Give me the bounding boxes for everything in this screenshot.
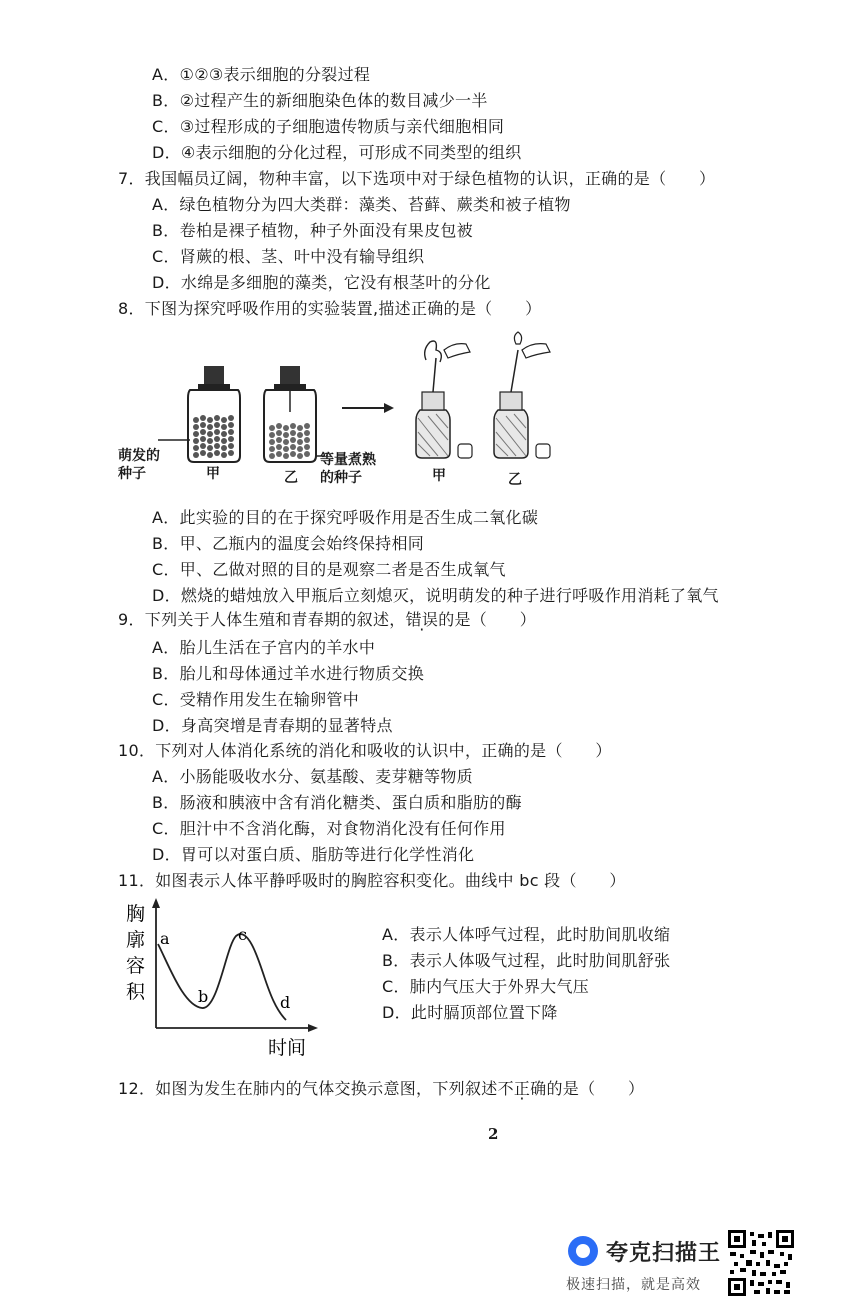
q9-emphasis: 错误 bbox=[405, 610, 439, 629]
brand-slogan: 极速扫描，就是高效 bbox=[566, 1277, 701, 1293]
q7-option-c: C．肾蕨的根、茎、叶中没有输导组织 bbox=[152, 247, 425, 266]
label-yi-left: 乙 bbox=[284, 470, 298, 486]
label-jia-left: 甲 bbox=[206, 466, 220, 482]
q11-option-d: D．此时膈顶部位置下降 bbox=[382, 1003, 558, 1022]
q10-stem: 10．下列对人体消化系统的消化和吸收的认识中，正确的是（ ） bbox=[118, 741, 612, 760]
q12-stem: 12．如图为发生在肺内的气体交换示意图，下列叙述不正确的是（ ） bbox=[118, 1079, 645, 1098]
q11-option-a: A．表示人体呼气过程，此时肋间肌收缩 bbox=[382, 925, 671, 944]
point-d-label: d bbox=[280, 993, 291, 1012]
jar-jia-candle-test-icon bbox=[416, 341, 472, 458]
q10-option-c: C．胆汁中不含消化酶，对食物消化没有任何作用 bbox=[152, 819, 506, 838]
q8-option-c: C．甲、乙做对照的目的是观察二者是否生成氧气 bbox=[152, 560, 506, 579]
quark-logo-icon bbox=[568, 1236, 598, 1266]
q6-option-d: D．④表示细胞的分化过程，可形成不同类型的组织 bbox=[152, 143, 522, 162]
jar-yi-candle-test-icon bbox=[494, 332, 550, 458]
jar-yi-boiled-icon bbox=[264, 366, 324, 462]
q9-option-d: D．身高突增是青春期的显著特点 bbox=[152, 716, 393, 735]
label-jia-right: 甲 bbox=[432, 468, 446, 484]
q6-option-c: C．③过程形成的子细胞遗传物质与亲代细胞相同 bbox=[152, 117, 505, 136]
y-axis-arrow bbox=[152, 898, 160, 908]
ylabel-char-3: 容 bbox=[126, 955, 146, 977]
q11-option-b: B．表示人体吸气过程，此时肋间肌舒张 bbox=[382, 951, 671, 970]
q11-stem: 11．如图表示人体平静呼吸时的胸腔容积变化。曲线中 bc 段（ ） bbox=[118, 871, 626, 890]
q7-option-d: D．水绵是多细胞的藻类，它没有根茎叶的分化 bbox=[152, 273, 491, 292]
label-sprouted-seeds-2: 种子 bbox=[118, 466, 146, 482]
label-yi-right: 乙 bbox=[508, 472, 522, 488]
q10-option-a: A．小肠能吸收水分、氨基酸、麦芽糖等物质 bbox=[152, 767, 473, 786]
q10-option-b: B．肠液和胰液中含有消化糖类、蛋白质和脂肪的酶 bbox=[152, 793, 522, 812]
xlabel: 时间 bbox=[268, 1037, 307, 1059]
q6-option-b: B．②过程产生的新细胞染色体的数目减少一半 bbox=[152, 91, 488, 110]
ylabel-char-2: 廓 bbox=[126, 929, 146, 951]
label-boiled-seeds-2: 的种子 bbox=[320, 470, 362, 486]
page-number: 2 bbox=[488, 1125, 499, 1143]
brand-name: 夸克扫描王 bbox=[606, 1241, 722, 1266]
q7-option-a: A．绿色植物分为四大类群：藻类、苔藓、蕨类和被子植物 bbox=[152, 195, 571, 214]
label-boiled-seeds-1: 等量煮熟 bbox=[320, 452, 376, 468]
q7-stem: 7．我国幅员辽阔，物种丰富，以下选项中对于绿色植物的认识，正确的是（ ） bbox=[118, 169, 716, 188]
q10-option-d: D．胃可以对蛋白质、脂肪等进行化学性消化 bbox=[152, 845, 475, 864]
q8-stem: 8．下图为探究呼吸作用的实验装置,描述正确的是（ ） bbox=[118, 299, 542, 318]
scanner-watermark bbox=[566, 1232, 860, 1302]
ylabel-char-4: 积 bbox=[126, 981, 146, 1003]
volume-curve bbox=[158, 934, 286, 1020]
point-a-label: a bbox=[160, 929, 170, 948]
arrow-right-icon bbox=[342, 403, 394, 413]
ylabel-char-1: 胸 bbox=[126, 903, 146, 925]
q11-option-c: C．肺内气压大于外界大气压 bbox=[382, 977, 590, 996]
q8-option-d: D．燃烧的蜡烛放入甲瓶后立刻熄灭，说明萌发的种子进行呼吸作用消耗了氧气 bbox=[152, 586, 719, 605]
q8-option-b: B．甲、乙瓶内的温度会始终保持相同 bbox=[152, 534, 425, 553]
q8-option-a: A．此实验的目的在于探究呼吸作用是否生成二氧化碳 bbox=[152, 508, 539, 527]
q9-stem: 9．下列关于人体生殖和青春期的叙述，错误的是（ ） bbox=[118, 610, 537, 629]
point-b-label: b bbox=[198, 987, 209, 1006]
label-sprouted-seeds-1: 萌发的 bbox=[118, 448, 160, 464]
q12-emphasis: 不正确 bbox=[497, 1079, 547, 1098]
q6-option-a: A．①②③表示细胞的分裂过程 bbox=[152, 65, 371, 84]
q7-option-b: B．卷柏是裸子植物，种子外面没有果皮包被 bbox=[152, 221, 473, 240]
x-axis-arrow bbox=[308, 1024, 318, 1032]
q9-option-a: A．胎儿生活在子宫内的羊水中 bbox=[152, 638, 376, 657]
chest-volume-chart bbox=[118, 898, 318, 1062]
point-c-label: c bbox=[238, 925, 247, 944]
q9-option-c: C．受精作用发生在输卵管中 bbox=[152, 690, 360, 709]
qr-code-icon bbox=[728, 1230, 794, 1296]
jar-jia-sprouted-icon bbox=[158, 366, 240, 462]
q9-option-b: B．胎儿和母体通过羊水进行物质交换 bbox=[152, 664, 425, 683]
